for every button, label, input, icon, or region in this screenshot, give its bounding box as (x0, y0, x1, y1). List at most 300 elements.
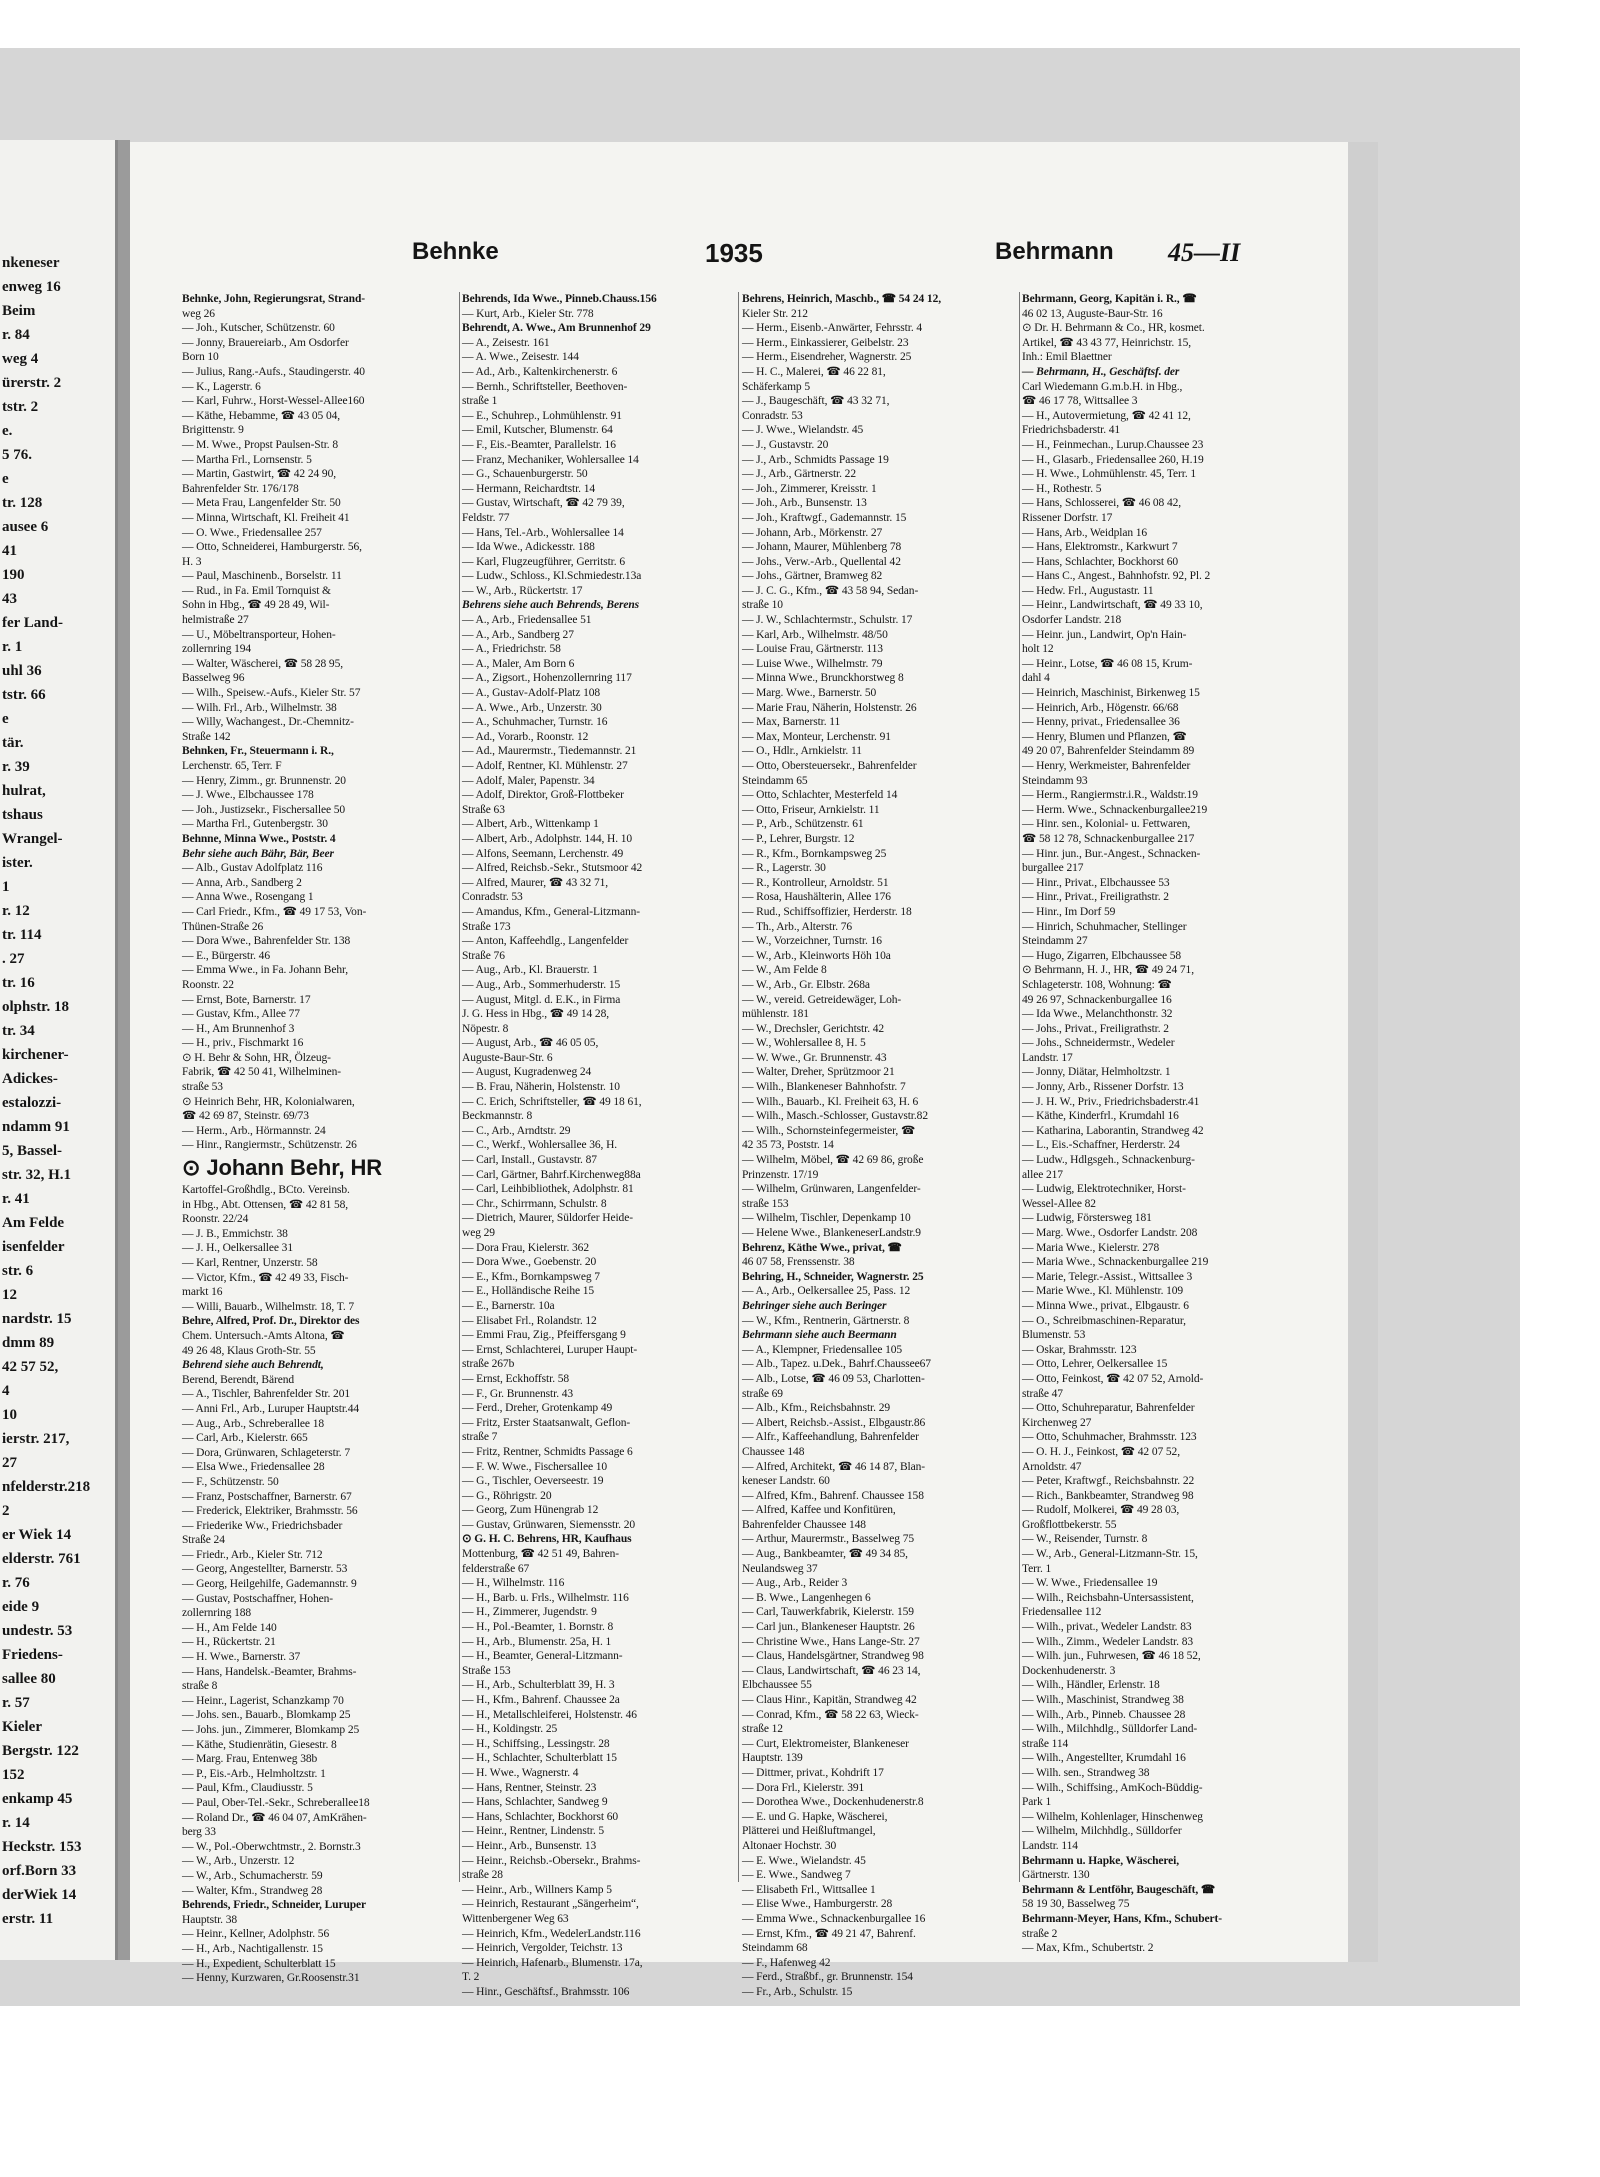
directory-entry: — Albert, Arb., Wittenkamp 1 (462, 818, 599, 831)
directory-entry: — Hans, Schlachter, Bockhorst 60 (462, 1810, 619, 1823)
directory-entry: — A., Tischler, Bahrenfelder Str. 201 (182, 1388, 351, 1401)
directory-entry: — Christine Wwe., Hans Lange-Str. 27 (742, 1635, 920, 1648)
directory-entry: — A. Wwe., Arb., Unzerstr. 30 (462, 701, 602, 714)
directory-entry: — H., Rückertstr. 21 (182, 1636, 276, 1649)
directory-entry: Behringer siehe auch Beringer (742, 1299, 887, 1312)
directory-entry: — Heinrich, Maschinist, Birkenweg 15 (1022, 687, 1200, 700)
directory-entry: — H., Koldingstr. 25 (462, 1723, 558, 1736)
directory-entry: — Carl Friedr., Kfm., ☎ 49 17 53, Von- (182, 905, 367, 918)
directory-entry: — Fritz, Rentner, Schmidts Passage 6 (462, 1445, 633, 1458)
directory-entry: — Oskar, Brahmsstr. 123 (1022, 1343, 1137, 1356)
directory-entry: — Hans, Schlosserei, ☎ 46 08 42, (1022, 497, 1182, 510)
left-page-fragment (0, 140, 118, 1960)
book-gutter (118, 140, 130, 1960)
directory-entry: — Anton, Kaffeehdlg., Langenfelder (462, 935, 629, 948)
directory-entry: — Elisabeth Frl., Wittsallee 1 (742, 1883, 876, 1896)
directory-entry: — Minna Wwe., Brunckhorstweg 8 (742, 672, 904, 685)
directory-entry: — Alb., Lotse, ☎ 46 09 53, Charlotten- (742, 1372, 925, 1385)
directory-entry: — F., Eis.-Beamter, Parallelstr. 16 (462, 438, 616, 451)
directory-entry: — F., Schützenstr. 50 (182, 1475, 279, 1488)
directory-entry: — Rosa, Haushälterin, Allee 176 (742, 891, 891, 904)
directory-entry: — Dora, Grünwaren, Schlageterstr. 7 (182, 1446, 350, 1459)
left-page-text-fragment: estalozzi- (2, 1095, 62, 1111)
directory-entry: — Adolf, Direktor, Groß-Flottbeker (462, 789, 624, 802)
directory-entry: — L., Eis.-Schaffner, Herderstr. 24 (1022, 1139, 1180, 1152)
directory-entry: Nöpestr. 8 (462, 1022, 509, 1035)
directory-entry: — Karl, Flugzeugführer, Gerritstr. 6 (462, 555, 625, 568)
directory-entry: — Emma Wwe., Schnackenburgallee 16 (742, 1912, 926, 1925)
left-page-text-fragment: Wrangel- (2, 831, 63, 847)
directory-entry: — Katharina, Laborantin, Strandweg 42 (1022, 1124, 1204, 1137)
directory-entry: ☎ 58 12 78, Schnackenburgallee 217 (1022, 832, 1195, 845)
directory-entry: — Rudolf, Molkerei, ☎ 49 28 03, (1022, 1504, 1180, 1517)
directory-entry: — Dietrich, Maurer, Süldorfer Heide- (462, 1212, 633, 1225)
directory-entry: straße 1 (462, 395, 498, 408)
directory-entry: — Franz, Mechaniker, Wohlersallee 14 (462, 453, 639, 466)
directory-entry: — C. Erich, Schriftsteller, ☎ 49 18 61, (462, 1095, 642, 1108)
directory-entry: — H. C., Malerei, ☎ 46 22 81, (742, 365, 886, 378)
directory-entry: — Henry, Werkmeister, Bahrenfelder (1022, 760, 1191, 772)
directory-entry: straße 12 (742, 1723, 783, 1736)
directory-entry: — F., Hafenweg 42 (742, 1956, 831, 1969)
directory-entry: — Dorothea Wwe., Dockenhudenerstr.8 (742, 1796, 924, 1809)
directory-entry: — Joh., Justizsekr., Fischersallee 50 (182, 803, 346, 816)
directory-entry: — Gustav, Postschaffner, Hohen- (182, 1592, 334, 1605)
directory-entry: — Aug., Arb., Kl. Brauerstr. 1 (462, 964, 598, 977)
directory-entry: T. 2 (462, 1971, 480, 1984)
left-page-text-fragment: Bergstr. 122 (2, 1743, 79, 1759)
directory-entry: Friedrichsbaderstr. 41 (1022, 424, 1121, 437)
left-page-text-fragment: tr. 114 (2, 927, 42, 943)
directory-entry: — Walter, Wäscherei, ☎ 58 28 95, (182, 657, 344, 670)
directory-entry: Bahrenfelder Str. 176/178 (182, 482, 299, 495)
directory-entry: Behrmann-Meyer, Hans, Kfm., Schubert- (1022, 1912, 1222, 1925)
directory-entry: — Behrmann, H., Geschäftsf. der (1022, 365, 1180, 378)
directory-entry: — Elise Wwe., Hamburgerstr. 28 (742, 1898, 893, 1911)
directory-entry: — Ludwig, Elektrotechniker, Horst- (1022, 1183, 1186, 1196)
directory-entry: J. G. Hess in Hbg., ☎ 49 14 28, (462, 1008, 609, 1021)
left-page-text-fragment: r. 41 (2, 1191, 30, 1207)
directory-entry: — Johann, Maurer, Mühlenberg 78 (742, 541, 902, 554)
directory-entry: — Maria Wwe., Schnackenburgallee 219 (1022, 1256, 1209, 1269)
directory-entry: — W., Arb., Gr. Elbstr. 268a (742, 978, 870, 991)
directory-entry: — K., Lagerstr. 6 (182, 380, 261, 393)
directory-entry: — Louise Frau, Gärtnerstr. 113 (742, 643, 883, 656)
left-page-text-fragment: Heckstr. 153 (2, 1839, 82, 1855)
directory-entry: — J., Gustavstr. 20 (742, 438, 829, 451)
directory-entry: — J., Arb., Schmidts Passage 19 (742, 453, 889, 466)
directory-entry: — Wilhelm, Milchhdlg., Sülldorfer (1022, 1825, 1182, 1838)
directory-entry: Roonstr. 22 (182, 978, 234, 991)
directory-entry: — W., Arb., Rückertstr. 17 (462, 584, 583, 597)
directory-entry: — Hinr., Privat., Freiligrathstr. 2 (1022, 891, 1169, 904)
directory-entry: — Alfred, Kfm., Bahrenf. Chaussee 158 (742, 1489, 924, 1502)
directory-entry: — H., Arb., Schulterblatt 39, H. 3 (462, 1679, 615, 1692)
left-page-text-fragment: nfelderstr.218 (2, 1479, 91, 1495)
directory-entry: — H., priv., Fischmarkt 16 (182, 1037, 304, 1050)
directory-entry: Behrends, Ida Wwe., Pinneb.Chauss.156 (462, 293, 657, 305)
directory-entry: Schäferkamp 5 (742, 380, 810, 393)
directory-entry: Steindamm 65 (742, 774, 808, 787)
directory-entry: — Johann, Arb., Mörkenstr. 27 (742, 526, 883, 539)
column-divider (459, 292, 460, 1882)
directory-entry: — Paul, Ober-Tel.-Sekr., Schreberallee18 (182, 1796, 370, 1809)
directory-entry: — A., Arb., Sandberg 27 (462, 628, 574, 641)
directory-entry: — G., Röhrigstr. 20 (462, 1489, 552, 1502)
left-page-text-fragment: 2 (2, 1503, 10, 1519)
directory-entry: Conradstr. 53 (462, 891, 523, 904)
directory-entry: — Dora Frl., Kielerstr. 391 (742, 1781, 865, 1794)
directory-entry: — August, Mitgl. d. E.K., in Firma (462, 993, 621, 1006)
directory-entry: — Heinrich, Kfm., WedelerLandstr.116 (462, 1927, 641, 1940)
directory-entry: Thünen-Straße 26 (182, 920, 264, 933)
directory-entry: Rissener Dorfstr. 17 (1022, 511, 1113, 524)
directory-entry: helmistraße 27 (182, 614, 249, 627)
directory-entry: — Wilh., Speisew.-Aufs., Kieler Str. 57 (182, 687, 361, 700)
left-page-text-fragment: eide 9 (2, 1599, 40, 1615)
left-page-text-fragment: ister. (2, 855, 33, 871)
directory-entry: — H., Am Felde 140 (182, 1621, 277, 1634)
directory-entry: Landstr. 17 (1022, 1051, 1073, 1064)
directory-entry: — Jonny, Arb., Rissener Dorfstr. 13 (1022, 1081, 1184, 1094)
directory-entry: — Ida Wwe., Adickesstr. 188 (462, 541, 595, 554)
directory-entry: — Wilh., Masch.-Schlosser, Gustavstr.82 (742, 1110, 928, 1123)
directory-entry: — Wilh. Frl., Arb., Wilhelmstr. 38 (182, 701, 337, 714)
directory-entry: — Victor, Kfm., ☎ 42 49 33, Fisch- (182, 1271, 349, 1284)
left-page-text-fragment: dmm 89 (2, 1335, 55, 1351)
directory-entry: Behrmann u. Hapke, Wäscherei, (1022, 1854, 1180, 1867)
directory-entry: — Gustav, Grünwaren, Siemensstr. 20 (462, 1518, 636, 1531)
directory-entry: — Curt, Elektromeister, Blankeneser (742, 1737, 909, 1750)
directory-entry: — Wilh., Bauarb., Kl. Freiheit 63, H. 6 (742, 1095, 919, 1108)
directory-entry: — Marie Frau, Näherin, Holstenstr. 26 (742, 701, 917, 714)
directory-entry: 46 02 13, Auguste-Baur-Str. 16 (1022, 307, 1163, 320)
directory-entry: — H., Beamter, General-Litzmann- (462, 1650, 623, 1663)
directory-entry: Brigittenstr. 9 (182, 424, 244, 437)
directory-entry: — H., Glasarb., Friedensallee 260, H.19 (1022, 453, 1204, 466)
directory-entry: — Carl, Arb., Kielerstr. 665 (182, 1432, 308, 1445)
directory-entry: Plätterei und Heißluftmangel, (742, 1825, 876, 1838)
directory-entry: Berend, Berendt, Bärend (182, 1373, 295, 1386)
left-page-text-fragment: nkeneser (2, 255, 60, 271)
directory-entry: — F. W. Wwe., Fischersallee 10 (462, 1460, 608, 1473)
directory-entry: straße 47 (1022, 1387, 1063, 1400)
directory-entry: — A., Klempner, Friedensallee 105 (742, 1343, 903, 1356)
directory-entry: — Wilh., Angestellter, Krumdahl 16 (1022, 1752, 1186, 1765)
directory-entry: — W., Wohlersallee 8, H. 5 (742, 1037, 866, 1050)
directory-entry: mühlenstr. 181 (742, 1008, 809, 1021)
directory-entry: — Heinr., Landwirtschaft, ☎ 49 33 10, (1022, 599, 1203, 612)
left-page-text-fragment: 5 76. (2, 447, 32, 463)
directory-entry: Behrends, Friedr., Schneider, Luruper (182, 1899, 367, 1912)
directory-entry: — W. Wwe., Gr. Brunnenstr. 43 (742, 1051, 887, 1064)
directory-entry: Arnoldstr. 47 (1022, 1460, 1082, 1473)
directory-entry: — Hans, Schlachter, Bockhorst 60 (1022, 555, 1179, 568)
directory-entry: — C., Arb., Arndtstr. 29 (462, 1124, 571, 1137)
directory-entry: — Fr., Arb., Schulstr. 15 (742, 1985, 853, 1998)
directory-entry: Basselweg 96 (182, 672, 245, 685)
directory-entry: 49 26 97, Schnackenburgallee 16 (1022, 993, 1172, 1006)
directory-entry: — J. C. G., Kfm., ☎ 43 58 94, Sedan- (742, 584, 919, 597)
directory-entry: — P., Eis.-Arb., Helmholtzstr. 1 (182, 1767, 326, 1780)
directory-entry: — Friederike Ww., Friedrichsbader (182, 1519, 343, 1532)
directory-entry: ☎ 46 17 78, Wittsallee 3 (1022, 395, 1138, 408)
directory-entry: — Heinrich, Restaurant „Sängerheim“, (462, 1898, 639, 1911)
directory-entry: — Wilhelm, Möbel, ☎ 42 69 86, große (742, 1154, 924, 1167)
directory-entry: — Herm., Eisendreher, Wagnerstr. 25 (742, 351, 912, 364)
directory-entry: — Max, Kfm., Schubertstr. 2 (1022, 1942, 1154, 1955)
directory-entry: — H., Kfm., Bahrenf. Chaussee 2a (462, 1694, 620, 1706)
directory-entry: Steindamm 27 (1022, 935, 1088, 948)
directory-entry: — Carl, Leihbibliothek, Adolphstr. 81 (462, 1183, 634, 1196)
directory-entry: — Fritz, Erster Staatsanwalt, Geflon- (462, 1416, 631, 1429)
directory-entry: — A., Schuhmacher, Turnstr. 16 (462, 716, 608, 729)
left-page-text-fragment: r. 1 (2, 639, 23, 655)
left-page-text-fragment: 10 (2, 1407, 17, 1423)
directory-entry: — R., Lagerstr. 30 (742, 862, 826, 875)
directory-entry: — Julius, Rang.-Aufs., Staudingerstr. 40 (182, 365, 365, 378)
directory-entry: — A., Gustav-Adolf-Platz 108 (462, 687, 601, 700)
left-page-text-fragment: Beim (2, 303, 36, 319)
left-page-text-fragment: Kieler (2, 1719, 42, 1735)
directory-column-4 (1022, 292, 1298, 1955)
left-page-text-fragment: 43 (2, 591, 17, 607)
left-page-text-fragment: . 27 (2, 951, 25, 967)
directory-entry: Conradstr. 53 (742, 409, 803, 422)
directory-entry: — E., Bürgerstr. 46 (182, 949, 270, 962)
directory-entry: — Walter, Kfm., Strandweg 28 (182, 1884, 323, 1897)
directory-entry: — Johs., Privat., Freiligrathstr. 2 (1022, 1022, 1169, 1035)
directory-entry: Behrmann & Lentföhr, Baugeschäft, ☎ (1022, 1883, 1216, 1896)
directory-entry: — J. B., Emmichstr. 38 (182, 1227, 288, 1240)
directory-entry: — H., Arb., Nachtigallenstr. 15 (182, 1942, 323, 1955)
directory-entry: Straße 142 (182, 730, 231, 743)
page-edge-shadow (1348, 142, 1378, 1962)
directory-entry: — G., Schauenburgerstr. 50 (462, 468, 588, 481)
directory-entry: — Carl jun., Blankeneser Hauptstr. 26 (742, 1621, 915, 1634)
directory-entry: — Ernst, Schlachterei, Luruper Haupt- (462, 1343, 638, 1356)
directory-entry: 49 20 07, Bahrenfelder Steindamm 89 (1022, 745, 1195, 758)
directory-entry: — Paul, Kfm., Claudiusstr. 5 (182, 1782, 313, 1795)
directory-entry: Osdorfer Landstr. 218 (1022, 614, 1122, 627)
directory-entry: — W., Arb., Kleinworts Höh 10a (742, 949, 891, 962)
directory-entry: — Rud., in Fa. Emil Tornquist & (182, 584, 331, 597)
directory-entry: Hauptstr. 38 (182, 1913, 238, 1926)
directory-entry: — Johs., Schneidermstr., Wedeler (1022, 1037, 1175, 1050)
directory-entry: — J. H., Oelkersallee 31 (182, 1242, 293, 1255)
directory-entry: — Wilhelm, Grünwaren, Langenfelder- (742, 1183, 921, 1196)
directory-entry: — Arthur, Maurermstr., Basselweg 75 (742, 1533, 915, 1546)
directory-entry: Steindamm 68 (742, 1942, 808, 1955)
directory-entry: — Marg. Frau, Entenweg 38b (182, 1753, 318, 1766)
directory-column-3 (742, 292, 1018, 1998)
directory-entry: — Henny, Kurzwaren, Gr.Roosenstr.31 (182, 1972, 360, 1985)
directory-entry: markt 16 (182, 1286, 223, 1299)
directory-entry: — J., Baugeschäft, ☎ 43 32 71, (742, 395, 890, 408)
directory-entry: Wessel-Allee 82 (1022, 1197, 1096, 1210)
directory-entry: — P., Lehrer, Burgstr. 12 (742, 832, 855, 845)
left-page-text-fragment: e (2, 471, 9, 487)
directory-entry: — Wilh., Milchhdlg., Sülldorfer Land- (1022, 1723, 1198, 1736)
directory-entry: — Dora Wwe., Bahrenfelder Str. 138 (182, 935, 351, 948)
directory-entry: — B. Wwe., Langenhegen 6 (742, 1591, 871, 1604)
directory-entry: 46 07 58, Frenssenstr. 38 (742, 1256, 855, 1269)
directory-entry: straße 2 (1022, 1927, 1058, 1940)
directory-entry: — Heinr., Kellner, Adolphstr. 56 (182, 1928, 330, 1941)
directory-entry: — Hans, Schlachter, Sandweg 9 (462, 1796, 608, 1809)
directory-entry: Behnke, John, Regierungsrat, Strand- (182, 293, 365, 305)
directory-entry: — Chr., Schirrmann, Schulstr. 8 (462, 1197, 607, 1210)
directory-entry: — Marg. Wwe., Barnerstr. 50 (742, 687, 877, 700)
directory-entry: — W. Wwe., Friedensallee 19 (1022, 1577, 1158, 1590)
column-divider (1019, 292, 1020, 1882)
directory-entry: — Wilh., Maschinist, Strandweg 38 (1022, 1694, 1184, 1706)
directory-entry: — Willi, Bauarb., Wilhelmstr. 18, T. 7 (182, 1300, 355, 1313)
left-page-text-fragment: 42 57 52, (2, 1359, 59, 1375)
left-page-text-fragment: tr. 16 (2, 975, 35, 991)
directory-entry: — Friedr., Arb., Kieler Str. 712 (182, 1548, 323, 1561)
left-page-text-fragment: erstr. 11 (2, 1911, 54, 1927)
directory-entry: — Karl, Fuhrw., Horst-Wessel-Allee160 (182, 395, 365, 408)
directory-entry: Behrend siehe auch Behrendt, (182, 1359, 324, 1372)
left-page-text-fragment: hulrat, (2, 783, 46, 799)
directory-entry: Behr siehe auch Bähr, Bär, Beer (182, 847, 334, 860)
left-page-text-fragment: Friedens- (2, 1647, 63, 1663)
directory-entry: Gärtnerstr. 130 (1022, 1869, 1090, 1882)
left-page-text-fragment: Adickes- (2, 1071, 58, 1087)
left-page-text-fragment: olphstr. 18 (2, 999, 69, 1015)
directory-entry: — Hinr., Rangiermstr., Schützenstr. 26 (182, 1139, 357, 1152)
directory-entry: — E. Wwe., Wielandstr. 45 (742, 1854, 866, 1867)
directory-entry: — Peter, Kraftwgf., Reichsbahnstr. 22 (1022, 1475, 1195, 1488)
directory-entry: Steindamm 93 (1022, 774, 1088, 787)
directory-entry: Landstr. 114 (1022, 1839, 1078, 1852)
directory-entry: — Hinr. sen., Kolonial- u. Fettwaren, (1022, 818, 1191, 831)
left-page-text-fragment: e. (2, 423, 13, 439)
directory-entry: — E., Schuhrep., Lohmühlenstr. 91 (462, 409, 622, 422)
directory-entry: — Emma Wwe., in Fa. Johann Behr, (182, 964, 349, 977)
directory-entry: — H., Wilhelmstr. 116 (462, 1577, 565, 1590)
left-page-text-fragment: uhl 36 (2, 663, 42, 679)
directory-entry: Born 10 (182, 351, 219, 364)
directory-entry: Lerchenstr. 65, Terr. F (182, 760, 282, 772)
directory-entry: — Helene Wwe., BlankeneserLandstr.9 (742, 1227, 921, 1239)
directory-entry: Fabrik, ☎ 42 50 41, Wilhelminen- (182, 1066, 341, 1079)
left-page-text-fragment: isenfelder (2, 1239, 65, 1255)
directory-entry: 58 19 30, Basselweg 75 (1022, 1898, 1130, 1911)
directory-entry: — E. Wwe., Sandweg 7 (742, 1869, 851, 1882)
directory-entry: — Hermann, Reichardtstr. 14 (462, 482, 596, 495)
left-page-text-fragment: derWiek 14 (2, 1887, 77, 1903)
directory-entry: — E., Kfm., Bornkampsweg 7 (462, 1270, 600, 1283)
directory-entry: — R., Kfm., Bornkampsweg 25 (742, 847, 887, 860)
directory-entry: zollernring 194 (182, 643, 252, 656)
directory-entry: — Anni Frl., Arb., Luruper Hauptstr.44 (182, 1402, 359, 1415)
left-page-text-fragment: orf.Born 33 (2, 1863, 77, 1879)
directory-entry: — Heinr., Lotse, ☎ 46 08 15, Krum- (1022, 657, 1193, 670)
directory-entry: — Dora Frau, Kielerstr. 362 (462, 1241, 589, 1254)
directory-entry: — Wilh. sen., Strandweg 38 (1022, 1766, 1150, 1779)
directory-entry: — Ferd., Dreher, Grotenkamp 49 (462, 1402, 613, 1415)
left-page-text-fragment: tär. (2, 735, 24, 751)
directory-entry: 49 26 48, Klaus Groth-Str. 55 (182, 1344, 316, 1357)
directory-entry: Chaussee 148 (742, 1445, 805, 1458)
directory-entry: — Marg. Wwe., Osdorfer Landstr. 208 (1022, 1227, 1198, 1239)
directory-entry: — Wilh., privat., Wedeler Landstr. 83 (1022, 1621, 1192, 1634)
directory-entry: — Frederick, Elektriker, Brahmsstr. 56 (182, 1505, 358, 1518)
left-page-text-fragment: ürerstr. 2 (2, 375, 62, 391)
directory-entry: — Wilh., Händler, Erlenstr. 18 (1022, 1679, 1160, 1692)
left-page-text-fragment: ierstr. 217, (2, 1431, 70, 1447)
directory-entry: Dockenhudenerstr. 3 (1022, 1664, 1116, 1677)
directory-entry: — O. H. J., Feinkost, ☎ 42 07 52, (1022, 1445, 1180, 1458)
directory-entry: — Heinr., Reichsb.-Obersekr., Brahms- (462, 1854, 641, 1867)
directory-entry: — Marie, Telegr.-Assist., Wittsallee 3 (1022, 1270, 1193, 1283)
directory-entry: — O. Wwe., Friedensallee 257 (182, 526, 322, 539)
directory-entry: Straße 153 (462, 1664, 511, 1677)
directory-entry: — Maria Wwe., Kielerstr. 278 (1022, 1241, 1160, 1254)
directory-entry: — Emmi Frau, Zig., Pfeiffersgang 9 (462, 1329, 626, 1342)
directory-entry: ⊙ Behrmann, H. J., HR, ☎ 49 24 71, (1022, 964, 1194, 977)
directory-entry: — E. und G. Hapke, Wäscherei, (742, 1810, 888, 1823)
directory-entry: — E., Barnerstr. 10a (462, 1299, 555, 1312)
directory-entry: — Herm., Arb., Hörmannstr. 24 (182, 1124, 326, 1137)
directory-entry: — W., Arb., Unzerstr. 12 (182, 1855, 295, 1868)
column-divider (738, 292, 739, 1882)
directory-entry: — A., Friedrichstr. 58 (462, 643, 561, 656)
directory-column-1 (182, 292, 458, 1985)
directory-entry: — Heinr. jun., Landwirt, Op'n Hain- (1022, 628, 1187, 641)
directory-entry: Behrens siehe auch Behrends, Berens (462, 599, 640, 612)
directory-entry: Blumenstr. 53 (1022, 1329, 1086, 1342)
directory-entry: — Alb., Gustav Adolfplatz 116 (182, 862, 323, 875)
directory-entry: — Herm., Einkassierer, Geibelstr. 23 (742, 336, 909, 349)
directory-entry: — Kurt, Arb., Kieler Str. 778 (462, 307, 594, 320)
directory-entry: Straße 63 (462, 803, 505, 816)
directory-entry: — Max, Barnerstr. 11 (742, 716, 841, 729)
directory-entry: — Johs., Verw.-Arb., Quellental 42 (742, 555, 901, 568)
header-year: 1935 (705, 238, 763, 268)
directory-entry: straße 10 (742, 599, 783, 612)
directory-entry: — Otto, Feinkost, ☎ 42 07 52, Arnold- (1022, 1372, 1204, 1385)
directory-entry: — A. Wwe., Zeisestr. 144 (462, 351, 579, 364)
left-page-text-fragment: tstr. 66 (2, 687, 46, 703)
left-page-text-fragment: 12 (2, 1287, 17, 1303)
directory-entry: — Wilhelm, Tischler, Depenkamp 10 (742, 1212, 911, 1225)
directory-entry: — Anna, Arb., Sandberg 2 (182, 876, 302, 889)
directory-entry: Straße 173 (462, 920, 511, 933)
directory-entry: Elbchaussee 55 (742, 1679, 812, 1692)
directory-entry: — Hinr., Privat., Elbchaussee 53 (1022, 876, 1170, 889)
directory-entry: — Carl, Tauwerkfabrik, Kielerstr. 159 (742, 1606, 914, 1619)
directory-entry: Mottenburg, ☎ 42 51 49, Bahren- (462, 1548, 619, 1561)
directory-entry: Kieler Str. 212 (742, 307, 808, 320)
left-page-text-fragment: ausee 6 (2, 519, 49, 535)
left-page-text-fragment: er Wiek 14 (2, 1527, 72, 1543)
directory-entry: H. 3 (182, 555, 202, 568)
directory-entry: — Johs. sen., Bauarb., Blomkamp 25 (182, 1709, 351, 1722)
left-page-text-fragment: enweg 16 (2, 279, 61, 295)
left-page-text-fragment: tr. 34 (2, 1023, 35, 1039)
left-page-text-fragment: 41 (2, 543, 17, 559)
directory-entry: — W., Arb., Schumacherstr. 59 (182, 1869, 323, 1882)
directory-entry: — Wilh., Reichsbahn-Untersassistent, (1022, 1591, 1194, 1604)
directory-entry: — Alfred, Maurer, ☎ 43 32 71, (462, 876, 609, 889)
directory-entry: Prinzenstr. 17/19 (742, 1168, 819, 1181)
directory-entry: Bahrenfelder Chaussee 148 (742, 1518, 866, 1531)
directory-entry: — Aug., Bankbeamter, ☎ 49 34 85, (742, 1548, 908, 1561)
directory-entry: — A., Zeisestr. 161 (462, 336, 550, 349)
